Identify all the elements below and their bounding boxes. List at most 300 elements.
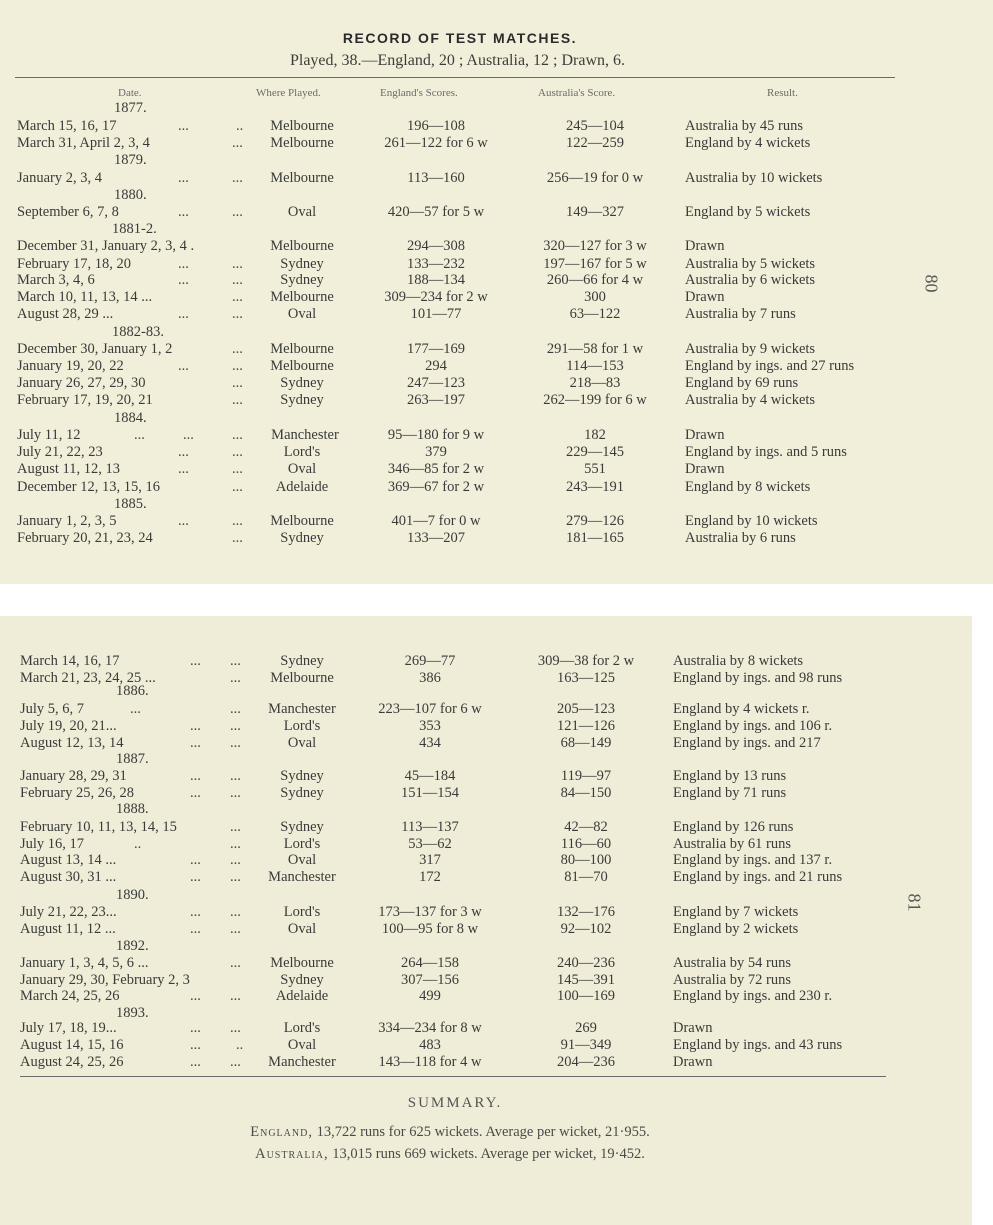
summary-rule (20, 1076, 886, 1077)
match-result: England by 2 wickets (673, 921, 799, 937)
match-venue: Oval (287, 204, 317, 220)
summary-australia-label: Australia, (255, 1146, 329, 1162)
match-venue: Sydney (280, 272, 324, 288)
match-date: February 20, 21, 23, 24 (17, 530, 153, 546)
leader-dots: ... (232, 479, 243, 495)
table-row (0, 653, 993, 670)
match-venue: Oval (287, 306, 317, 322)
match-venue: Oval (287, 852, 317, 868)
match-date: January 1, 3, 4, 5, 6 ... (20, 955, 149, 971)
match-result: England by 8 wickets (685, 479, 811, 495)
match-date: September 6, 7, 8 (17, 204, 119, 220)
year-heading: 1888. (116, 801, 149, 817)
match-date: July 17, 18, 19... (20, 1020, 117, 1036)
leader-dots: ... (190, 735, 201, 751)
leader-dots: ... (190, 653, 201, 669)
match-venue: Sydney (280, 785, 324, 801)
match-date: February 17, 18, 20 (17, 256, 131, 272)
year-heading: 1886. (116, 683, 149, 699)
table-row (0, 392, 993, 409)
match-venue: Melbourne (270, 289, 334, 305)
match-venue: Manchester (271, 427, 339, 443)
leader-dots: ... (178, 513, 189, 529)
england-score: 177—169 (407, 341, 465, 357)
table-row (0, 513, 993, 530)
england-score: 263—197 (407, 392, 465, 408)
match-date: August 11, 12, 13 (17, 461, 120, 477)
table-row (0, 955, 993, 972)
leader-dots: ... (190, 1020, 201, 1036)
year-heading: 1877. (114, 100, 147, 116)
match-result: England by ings. and 21 runs (673, 869, 843, 885)
leader-dots: ... (230, 869, 241, 885)
match-result: Drawn (673, 1020, 713, 1036)
leader-dots: ... (232, 461, 243, 477)
match-result: Australia by 7 runs (685, 306, 796, 322)
australia-score: 320—127 for 3 w (543, 238, 647, 254)
match-date: March 14, 16, 17 (20, 653, 120, 669)
australia-score: 551 (584, 461, 606, 477)
table-row (0, 852, 993, 869)
leader-dots: ... (232, 135, 243, 151)
leader-dots: ... (232, 306, 243, 322)
match-date: August 12, 13, 14 (20, 735, 124, 751)
australia-score: 291—58 for 1 w (546, 341, 644, 357)
match-result: England by ings. and 137 r. (673, 852, 833, 868)
leader-dots: ... (230, 1054, 241, 1070)
match-result: England by 4 wickets (685, 135, 811, 151)
england-score: 101—77 (410, 306, 462, 322)
year-heading: 1890. (116, 887, 149, 903)
page-title: RECORD OF TEST MATCHES. (342, 30, 578, 46)
australia-score: 260—66 for 4 w (546, 272, 644, 288)
match-result: England by ings. and 43 runs (673, 1037, 843, 1053)
leader-dots: ... (232, 341, 243, 357)
match-venue: Oval (287, 735, 317, 751)
match-date: March 3, 4, 6 (17, 272, 95, 288)
leader-dots: .. (236, 1037, 244, 1053)
leader-dots: ... (232, 427, 243, 443)
australia-score: 63—122 (569, 306, 621, 322)
match-date: February 17, 19, 20, 21 (17, 392, 153, 408)
match-venue: Sydney (280, 819, 324, 835)
match-date: January 28, 29, 31 (20, 768, 127, 784)
leader-dots: ... (230, 735, 241, 751)
england-score: 499 (419, 988, 441, 1004)
australia-score: 218—83 (569, 375, 621, 391)
summary-title: SUMMARY. (407, 1095, 503, 1111)
match-venue: Melbourne (270, 135, 334, 151)
england-score: 143—118 for 4 w (378, 1054, 482, 1070)
england-score: 386 (419, 670, 441, 686)
leader-dots: ... (178, 204, 189, 220)
match-result: England by 69 runs (685, 375, 799, 391)
australia-score: 100—169 (557, 988, 615, 1004)
table-row (0, 204, 993, 221)
match-venue: Melbourne (270, 670, 334, 686)
leader-dots: ... (178, 272, 189, 288)
table-row (0, 701, 993, 718)
table-row (0, 238, 993, 255)
leader-dots: ... (232, 444, 243, 460)
table-row (0, 256, 993, 273)
leader-dots: ... (230, 988, 241, 1004)
australia-score: 149—327 (566, 204, 624, 220)
match-date: March 24, 25, 26 (20, 988, 120, 1004)
year-heading: 1893. (116, 1005, 149, 1021)
match-result: Australia by 6 runs (685, 530, 796, 546)
australia-score: 205—123 (557, 701, 615, 717)
australia-score: 163—125 (557, 670, 615, 686)
leader-dots: ... (230, 701, 241, 717)
leader-dots: ... (178, 118, 189, 134)
leader-dots: ... (190, 1054, 201, 1070)
header-result: Result. (767, 87, 798, 99)
match-date: March 21, 23, 24, 25 ... (20, 670, 156, 686)
match-result: Australia by 8 wickets (673, 653, 804, 669)
table-row (0, 1037, 993, 1054)
table-row (0, 819, 993, 836)
match-result: Drawn (685, 289, 725, 305)
year-heading: 1881-2. (112, 221, 157, 237)
header-date: Date. (118, 87, 142, 99)
australia-score: 42—82 (564, 819, 608, 835)
match-result: England by 71 runs (673, 785, 787, 801)
table-row (0, 836, 993, 853)
england-score: 223—107 for 6 w (378, 701, 482, 717)
australia-score: 243—191 (566, 479, 624, 495)
match-date: February 10, 11, 13, 14, 15 (20, 819, 177, 835)
leader-dots: ... (178, 358, 189, 374)
leader-dots: ... (230, 768, 241, 784)
table-row (0, 972, 993, 989)
leader-dots: ... (190, 904, 201, 920)
england-score: 188—134 (407, 272, 465, 288)
match-venue: Manchester (268, 869, 336, 885)
leader-dots: ... (178, 461, 189, 477)
match-result: Drawn (685, 427, 725, 443)
table-row (0, 988, 993, 1005)
match-result: England by ings. and 106 r. (673, 718, 833, 734)
match-date: March 10, 11, 13, 14 ... (17, 289, 153, 305)
leader-dots: ... (230, 955, 241, 971)
leader-dots: ... (190, 718, 201, 734)
match-result: Drawn (673, 1054, 713, 1070)
year-heading: 1892. (116, 938, 149, 954)
leader-dots: ... (230, 1020, 241, 1036)
england-score: 353 (419, 718, 441, 734)
match-result: England by 5 wickets (685, 204, 811, 220)
leader-dots: ... (190, 852, 201, 868)
table-row (0, 718, 993, 735)
leader-dots: ... (183, 427, 194, 443)
match-result: Australia by 9 wickets (685, 341, 816, 357)
match-result: England by ings. and 5 runs (685, 444, 847, 460)
australia-score: 197—167 for 5 w (543, 256, 647, 272)
match-venue: Manchester (268, 701, 336, 717)
leader-dots: ... (178, 306, 189, 322)
table-row (0, 869, 993, 886)
match-venue: Melbourne (270, 238, 334, 254)
australia-score: 204—236 (557, 1054, 615, 1070)
leader-dots: ... (130, 701, 141, 717)
leader-dots: ... (190, 869, 201, 885)
england-score: 334—234 for 8 w (378, 1020, 482, 1036)
table-row (0, 921, 993, 938)
australia-score: 68—149 (560, 735, 612, 751)
leader-dots: ... (230, 819, 241, 835)
match-date: July 5, 6, 7 (20, 701, 85, 717)
england-score: 369—67 for 2 w (387, 479, 485, 495)
leader-dots: ... (230, 852, 241, 868)
leader-dots: ... (190, 785, 201, 801)
australia-score: 279—126 (566, 513, 624, 529)
leader-dots: ... (134, 427, 145, 443)
match-venue: Melbourne (270, 341, 334, 357)
australia-score: 229—145 (566, 444, 624, 460)
match-result: England by 7 wickets (673, 904, 799, 920)
australia-score: 240—236 (557, 955, 615, 971)
page-number: 80 (921, 274, 942, 293)
leader-dots: .. (236, 118, 244, 134)
match-venue: Lord's (283, 444, 321, 460)
match-result: England by ings. and 230 r. (673, 988, 833, 1004)
match-venue: Sydney (280, 530, 324, 546)
england-score: 346—85 for 2 w (387, 461, 485, 477)
match-result: England by 13 runs (673, 768, 787, 784)
match-date: August 13, 14 ... (20, 852, 117, 868)
england-score: 113—160 (407, 170, 465, 186)
match-result: England by 126 runs (673, 819, 794, 835)
match-venue: Lord's (283, 904, 321, 920)
match-date: August 24, 25, 26 (20, 1054, 124, 1070)
match-venue: Melbourne (270, 170, 334, 186)
table-row (0, 170, 993, 187)
match-venue: Sydney (280, 256, 324, 272)
page-subtitle: Played, 38.—England, 20 ; Australia, 12 ; Drawn, 6. (289, 52, 626, 69)
australia-score: 145—391 (557, 972, 615, 988)
table-row (0, 358, 993, 375)
leader-dots: ... (232, 530, 243, 546)
leader-dots: ... (230, 921, 241, 937)
england-score: 113—137 (401, 819, 459, 835)
table-row (0, 1020, 993, 1037)
match-venue: Oval (287, 461, 317, 477)
leader-dots: ... (190, 768, 201, 784)
england-score: 294—308 (407, 238, 465, 254)
england-score: 261—122 for 6 w (384, 135, 488, 151)
england-score: 307—156 (401, 972, 459, 988)
match-venue: Melbourne (270, 513, 334, 529)
year-heading: 1884. (114, 410, 147, 426)
australia-score: 122—259 (566, 135, 624, 151)
leader-dots: ... (232, 375, 243, 391)
table-row (0, 670, 993, 687)
match-date: July 21, 22, 23 (17, 444, 103, 460)
england-score: 434 (419, 735, 441, 751)
australia-score: 256—19 for 0 w (546, 170, 644, 186)
leader-dots: .. (134, 836, 142, 852)
table-row (0, 768, 993, 785)
summary-england-text: 13,722 runs for 625 wickets. Average per wicket, 21·955. (312, 1124, 650, 1140)
match-result: Australia by 72 runs (673, 972, 791, 988)
england-score: 196—108 (407, 118, 465, 134)
match-date: December 12, 13, 15, 16 (17, 479, 160, 495)
england-score: 269—77 (404, 653, 456, 669)
leader-dots: ... (232, 256, 243, 272)
match-date: January 26, 27, 29, 30 (17, 375, 146, 391)
table-row (0, 427, 993, 444)
australia-score: 91—349 (560, 1037, 612, 1053)
year-heading: 1882-83. (112, 324, 164, 340)
australia-score: 92—102 (560, 921, 612, 937)
leader-dots: ... (230, 653, 241, 669)
match-date: August 30, 31 ... (20, 869, 117, 885)
table-row (0, 375, 993, 392)
australia-score: 181—165 (566, 530, 624, 546)
table-row (0, 785, 993, 802)
match-date: December 31, January 2, 3, 4 . (17, 238, 195, 254)
australia-score: 84—150 (560, 785, 612, 801)
leader-dots: ... (232, 204, 243, 220)
match-venue: Adelaide (275, 479, 329, 495)
header-england: England's Scores. (380, 87, 458, 99)
england-score: 483 (419, 1037, 441, 1053)
england-score: 100—95 for 8 w (381, 921, 479, 937)
table-row (0, 306, 993, 323)
page-number: 81 (904, 893, 925, 912)
match-venue: Lord's (283, 1020, 321, 1036)
year-heading: 1887. (116, 751, 149, 767)
table-row (0, 1054, 993, 1071)
leader-dots: ... (178, 256, 189, 272)
match-result: Australia by 4 wickets (685, 392, 816, 408)
match-date: July 21, 22, 23... (20, 904, 117, 920)
table-row (0, 479, 993, 496)
match-result: Drawn (685, 238, 725, 254)
match-venue: Sydney (280, 375, 324, 391)
table-row (0, 341, 993, 358)
england-score: 151—154 (401, 785, 459, 801)
summary-australia-text: 13,015 runs 669 wickets. Average per wicket, 19·452. (328, 1146, 645, 1162)
england-score: 401—7 for 0 w (391, 513, 481, 529)
match-date: July 19, 20, 21... (20, 718, 117, 734)
header-australia: Australia's Score. (538, 87, 616, 99)
match-venue: Sydney (280, 653, 324, 669)
leader-dots: ... (232, 272, 243, 288)
match-date: August 11, 12 ... (20, 921, 116, 937)
england-score: 133—207 (407, 530, 465, 546)
australia-score: 309—38 for 2 w (537, 653, 635, 669)
australia-score: 269 (575, 1020, 597, 1036)
table-row (0, 272, 993, 289)
summary-england-label: England, (250, 1124, 313, 1140)
match-date: July 16, 17 (20, 836, 85, 852)
leader-dots: ... (232, 170, 243, 186)
australia-score: 114—153 (566, 358, 624, 374)
leader-dots: ... (230, 718, 241, 734)
year-heading: 1879. (114, 152, 147, 168)
match-result: England by ings. and 27 runs (685, 358, 855, 374)
summary-england (0, 1124, 900, 1141)
header-rule (15, 77, 895, 78)
table-row (0, 735, 993, 752)
leader-dots: ... (232, 289, 243, 305)
table-row (0, 118, 993, 135)
match-date: January 2, 3, 4 (17, 170, 102, 186)
match-date: January 19, 20, 22 (17, 358, 124, 374)
australia-score: 116—60 (560, 836, 612, 852)
match-result: England by ings. and 217 (673, 735, 821, 751)
match-venue: Oval (287, 1037, 317, 1053)
leader-dots: ... (232, 392, 243, 408)
match-result: Australia by 54 runs (673, 955, 791, 971)
match-result: Australia by 10 wickets (685, 170, 823, 186)
match-venue: Melbourne (270, 358, 334, 374)
leader-dots: ... (190, 988, 201, 1004)
match-venue: Melbourne (270, 955, 334, 971)
match-date: August 28, 29 ... (17, 306, 114, 322)
leader-dots: ... (190, 921, 201, 937)
match-result: England by 4 wickets r. (673, 701, 810, 717)
england-score: 264—158 (401, 955, 459, 971)
table-row (0, 444, 993, 461)
australia-score: 81—70 (564, 869, 608, 885)
header-place: Where Played. (256, 87, 321, 99)
match-date: March 15, 16, 17 (17, 118, 117, 134)
england-score: 45—184 (404, 768, 456, 784)
england-score: 133—232 (407, 256, 465, 272)
match-result: Drawn (685, 461, 725, 477)
leader-dots: ... (230, 670, 241, 686)
leader-dots: ... (232, 513, 243, 529)
england-score: 53—62 (408, 836, 452, 852)
england-score: 294 (425, 358, 447, 374)
match-result: England by ings. and 98 runs (673, 670, 843, 686)
match-venue: Sydney (280, 972, 324, 988)
table-row (0, 530, 993, 547)
match-result: Australia by 45 runs (685, 118, 803, 134)
match-result: England by 10 wickets (685, 513, 818, 529)
match-venue: Lord's (283, 836, 321, 852)
match-date: March 31, April 2, 3, 4 (17, 135, 150, 151)
australia-score: 262—199 for 6 w (543, 392, 647, 408)
leader-dots: ... (190, 1037, 201, 1053)
match-date: January 1, 2, 3, 5 (17, 513, 117, 529)
match-result: Australia by 5 wickets (685, 256, 816, 272)
match-date: February 25, 26, 28 (20, 785, 134, 801)
summary-australia (0, 1146, 900, 1163)
leader-dots: ... (230, 785, 241, 801)
england-score: 420—57 for 5 w (387, 204, 485, 220)
leader-dots: ... (232, 358, 243, 374)
table-row (0, 289, 993, 306)
australia-score: 300 (584, 289, 606, 305)
match-date: January 29, 30, February 2, 3 (20, 972, 190, 988)
australia-score: 121—126 (557, 718, 615, 734)
match-venue: Lord's (283, 718, 321, 734)
match-venue: Adelaide (275, 988, 329, 1004)
australia-score: 132—176 (557, 904, 615, 920)
england-score: 95—180 for 9 w (387, 427, 485, 443)
table-row (0, 461, 993, 478)
year-heading: 1880. (114, 187, 147, 203)
australia-score: 119—97 (560, 768, 612, 784)
england-score: 247—123 (407, 375, 465, 391)
australia-score: 245—104 (566, 118, 624, 134)
match-result: Australia by 61 runs (673, 836, 791, 852)
leader-dots: ... (230, 836, 241, 852)
